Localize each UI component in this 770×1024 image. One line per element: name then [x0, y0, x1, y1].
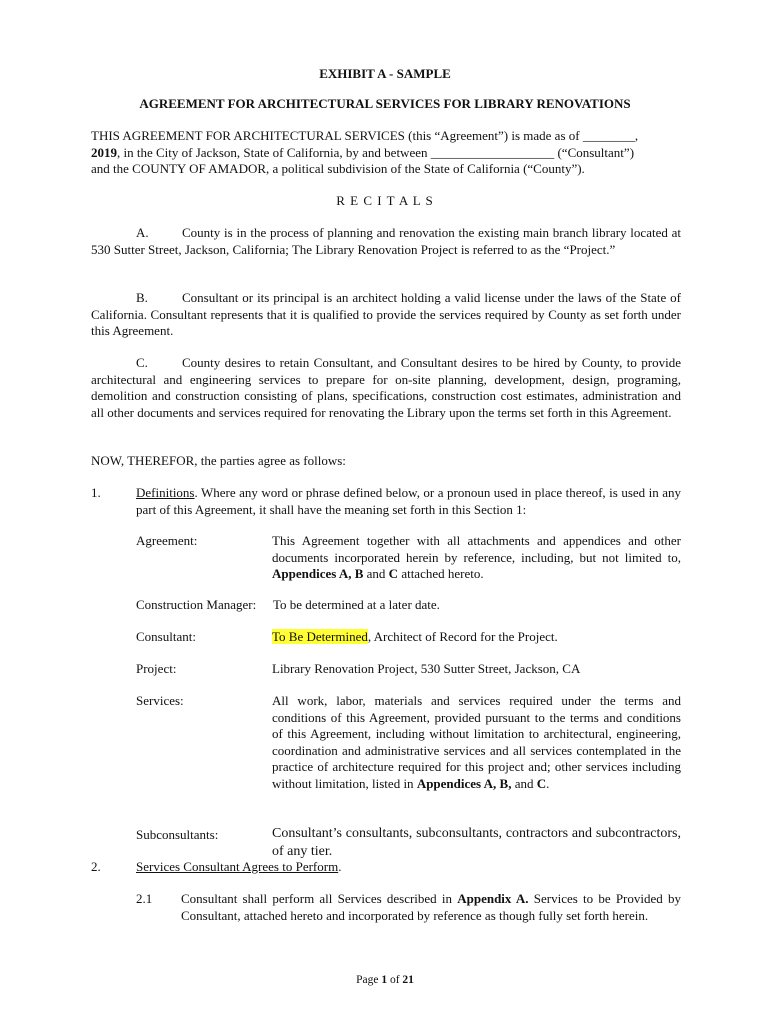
section-2-1-part: Consultant shall perform all Services described in	[181, 891, 458, 906]
def-text-part: All work, labor, materials and services required under the terms and conditions of this Agreement, provided pursuant to the terms and conditions of this Agreement, including without limitation to architectural, engineering, coordination and administrative services and all services contemplated in the practice of architecture required for this project and; other services including without limitation, listed in	[272, 693, 681, 791]
footer-page-num: 1	[381, 974, 388, 986]
section-2-1-text	[181, 891, 681, 924]
footer-page-total: 21	[402, 974, 414, 986]
def-term-construction-manager: Construction Manager:	[136, 597, 257, 612]
recital-text: Consultant or its principal is an architect holding a valid license under the laws of the State of California. Consultant represents that it is qualified to provide the services required by County as set forth under this Agreement.	[91, 290, 681, 338]
def-text-project: Library Renovation Project, 530 Sutter Street, Jackson, CA	[272, 661, 581, 676]
section-2-1-bold: Appendix A.	[457, 891, 529, 906]
section-2-heading-line	[136, 859, 341, 876]
section-2-1-number: 2.1	[136, 891, 153, 906]
recitals-heading: R E C I T A L S	[336, 193, 434, 208]
recital-a	[91, 225, 681, 258]
intro-line-3: and the COUNTY OF AMADOR, a political subdivision of the State of California (“County”).	[91, 161, 585, 176]
section-1-heading: Definitions	[136, 485, 195, 500]
def-text-agreement	[272, 533, 681, 583]
intro-line-2: , in the City of Jackson, State of California, by and between ___________________ (“Consultant”)	[117, 144, 635, 160]
section-1-number: 1.	[91, 485, 101, 500]
footer-page-label: Page	[356, 974, 382, 986]
def-text-part: This Agreement together with all attachments and appendices and other documents incorporated herein by reference, including, but not limited to,	[272, 533, 681, 565]
section-1-text	[136, 485, 681, 518]
def-text-construction-manager: To be determined at a later date.	[273, 597, 440, 612]
def-term-agreement: Agreement:	[136, 533, 198, 548]
def-term-services: Services:	[136, 693, 184, 708]
def-text-part: , Architect of Record for the Project.	[367, 629, 558, 644]
recital-letter: B.	[136, 290, 148, 305]
def-text-part: attached hereto.	[398, 566, 484, 581]
section-2-number: 2.	[91, 859, 101, 874]
footer-of-label: of	[387, 974, 403, 986]
section-2-1-part: Services to be Provided by Consultant, attached hereto and incorporated by reference as though fully set forth herein.	[181, 891, 681, 923]
exhibit-title: EXHIBIT A - SAMPLE	[319, 66, 451, 81]
def-text-bold: Appendices A, B	[272, 566, 364, 581]
def-text-part: .	[546, 775, 550, 791]
agreement-title: AGREEMENT FOR ARCHITECTURAL SERVICES FOR LIBRARY RENOVATIONS	[139, 96, 631, 111]
def-text-part: and	[511, 775, 537, 791]
def-text-bold: C	[536, 775, 547, 791]
recital-letter: A.	[136, 225, 149, 240]
recital-text: County is in the process of planning and renovation the existing main branch library located at 530 Sutter Street, Jackson, California; The Library Renovation Project is referred to as the “Project.”	[91, 225, 681, 257]
def-text-bold: Appendices A, B,	[416, 775, 512, 791]
def-term-subconsultants: Subconsultants:	[136, 827, 219, 842]
highlighted-to-be-determined: To Be Determined	[272, 629, 368, 644]
recital-text: County desires to retain Consultant, and Consultant desires to be hired by County, to provide architectural and engineering services to prepare for on-site planning, development, design, programing, demolition and construction consisting of plans, specifications, construction cost estimates, administration and all other documents and services required for renovating the Library upon the terms set forth in this Agreement.	[91, 355, 681, 420]
now-therefore: NOW, THEREFOR, the parties agree as follows:	[91, 453, 346, 468]
def-term-consultant: Consultant:	[136, 629, 196, 644]
intro-year: 2019	[91, 144, 117, 160]
section-2-end: .	[338, 859, 342, 874]
recital-b	[91, 290, 681, 340]
def-term-project: Project:	[136, 661, 177, 676]
section-2-heading: Services Consultant Agrees to Perform	[136, 859, 339, 874]
recital-letter: C.	[136, 355, 148, 370]
intro-paragraph	[91, 128, 681, 178]
def-text-part: and	[363, 566, 389, 581]
def-text-subconsultants: Consultant’s consultants, subconsultants, contractors and subcontractors, of any tier.	[272, 826, 681, 859]
intro-line-1: THIS AGREEMENT FOR ARCHITECTURAL SERVICES (this “Agreement”) is made as of ________,	[91, 128, 639, 143]
def-text-consultant	[272, 629, 558, 646]
section-1-body: . Where any word or phrase defined below, or a pronoun used in place thereof, is used in any part of this Agreement, it shall have the meaning set forth in this Section 1:	[136, 485, 681, 517]
recital-c	[91, 355, 681, 421]
page-footer	[0, 972, 770, 989]
def-text-bold: C	[388, 566, 399, 581]
def-text-services	[272, 693, 681, 792]
